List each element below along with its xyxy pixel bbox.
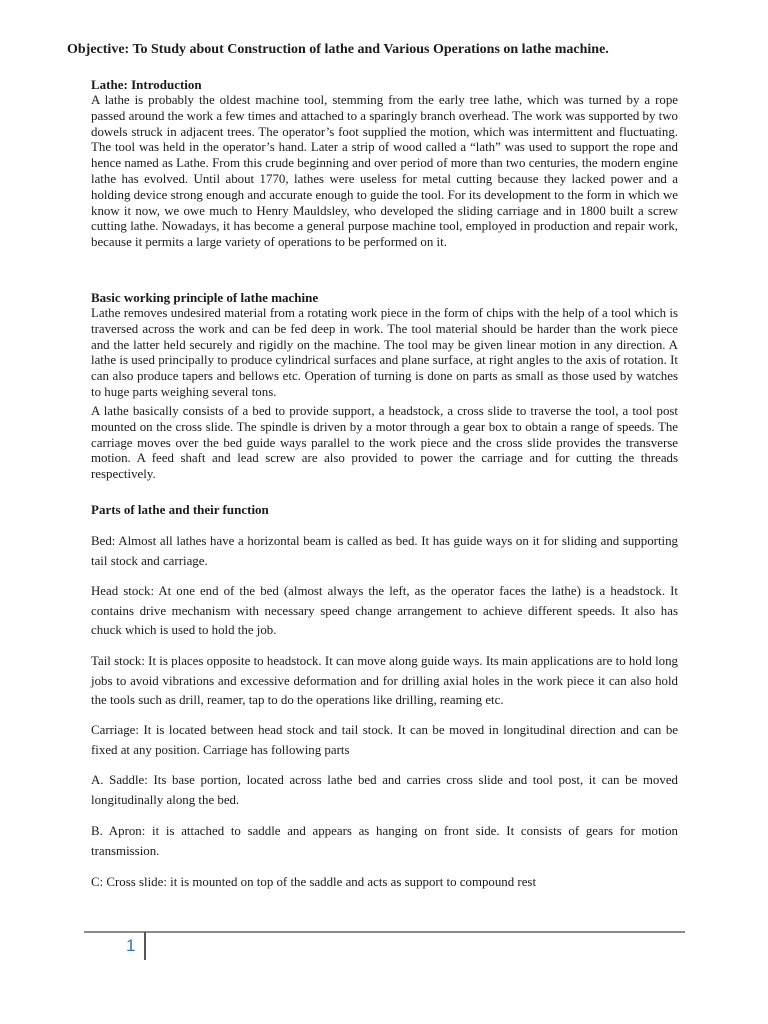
principle-heading: Basic working principle of lathe machine (91, 290, 319, 305)
part-saddle: A. Saddle: Its base portion, located across lathe bed and carries cross slide and tool post, it can be moved longitudinally along the bed. (91, 773, 678, 807)
page-number: 1 (126, 936, 136, 955)
parts-heading: Parts of lathe and their function (91, 502, 269, 517)
principle-paragraph-2: A lathe basically consists of a bed to provide support, a headstock, a cross slide to traverse the tool, a tool post mounted on the cross slide. The spindle is driven by a motor through a gear box to obtain a range of speeds. The carriage moves over the bed guide ways parallel to the work piece and the cross slide provides the transverse motion. A feed shaft and lead screw are also provided to power the carriage and for cutting the threads respectively. (91, 404, 678, 482)
part-carriage: Carriage: It is located between head stock and tail stock. It can be moved in longitudinal direction and can be fixed at any position. Carriage has following parts (91, 723, 678, 757)
page-number-separator (144, 932, 146, 960)
part-bed: Bed: Almost all lathes have a horizontal beam is called as bed. It has guide ways on it for sliding and supporting tail stock and carriage. (91, 534, 678, 568)
part-apron: B. Apron: it is attached to saddle and appears as hanging on front side. It consists of gears for motion transmission. (91, 824, 678, 858)
part-cross-slide: C: Cross slide: it is mounted on top of the saddle and acts as support to compound rest (91, 875, 537, 889)
intro-heading: Lathe: Introduction (91, 77, 202, 92)
principle-paragraph-1: Lathe removes undesired material from a rotating work piece in the form of chips with the help of a tool which is traversed across the work and can be fed deep in work. The tool material should be harder than the work piece and the latter held securely and rigidly on the machine. The tool may be given linear motion in any direction. A lathe is used principally to produce cylindrical surfaces and plane surface, at right angles to the axis of rotation. It can also produce tapers and bellows etc. Operation of turning is done on parts as small as those used by watches to huge parts weighing several tons. (91, 306, 678, 399)
intro-paragraph: A lathe is probably the oldest machine tool, stemming from the early tree lathe, which was turned by a rope passed around the work a few times and attached to a sparingly branch overhead. The work was supported by two dowels struck in adjacent trees. The operator’s foot supplied the motion, which was intermittent and fluctuating. The tool was held in the operator’s hand. Later a strip of wood called a “lath” was used to support the rope and hence named as Lathe. From this crude beginning and over period of more than two centuries, the modern engine lathe has evolved. Until about 1770, lathes were useless for metal cutting because they lacked power and a holding device strong enough and accurate enough to guide the tool. For its development to the form in which we know it now, we owe much to Henry Mauldsley, who developed the sliding carriage and in 1800 built a screw cutting lathe. Nowadays, it has become a general purpose machine tool, employed in production and repair work, because it permits a large variety of operations to be performed on it. (91, 93, 678, 250)
footer-rule (84, 931, 685, 933)
part-tailstock: Tail stock: It is places opposite to headstock. It can move along guide ways. Its main applications are to hold long jobs to avoid vibrations and excessive deformation and for drilling axial holes in the work piece it can also hold the tools such as drill, reamer, tap to do the operations like drilling, reaming etc. (91, 654, 678, 708)
page-title: Objective: To Study about Construction of lathe and Various Operations on lathe machine. (67, 42, 609, 57)
part-headstock: Head stock: At one end of the bed (almost always the left, as the operator faces the lathe) is a headstock. It contains drive mechanism with necessary speed change arrangement to achieve different speeds. It also has chuck which is used to hold the job. (91, 584, 678, 638)
